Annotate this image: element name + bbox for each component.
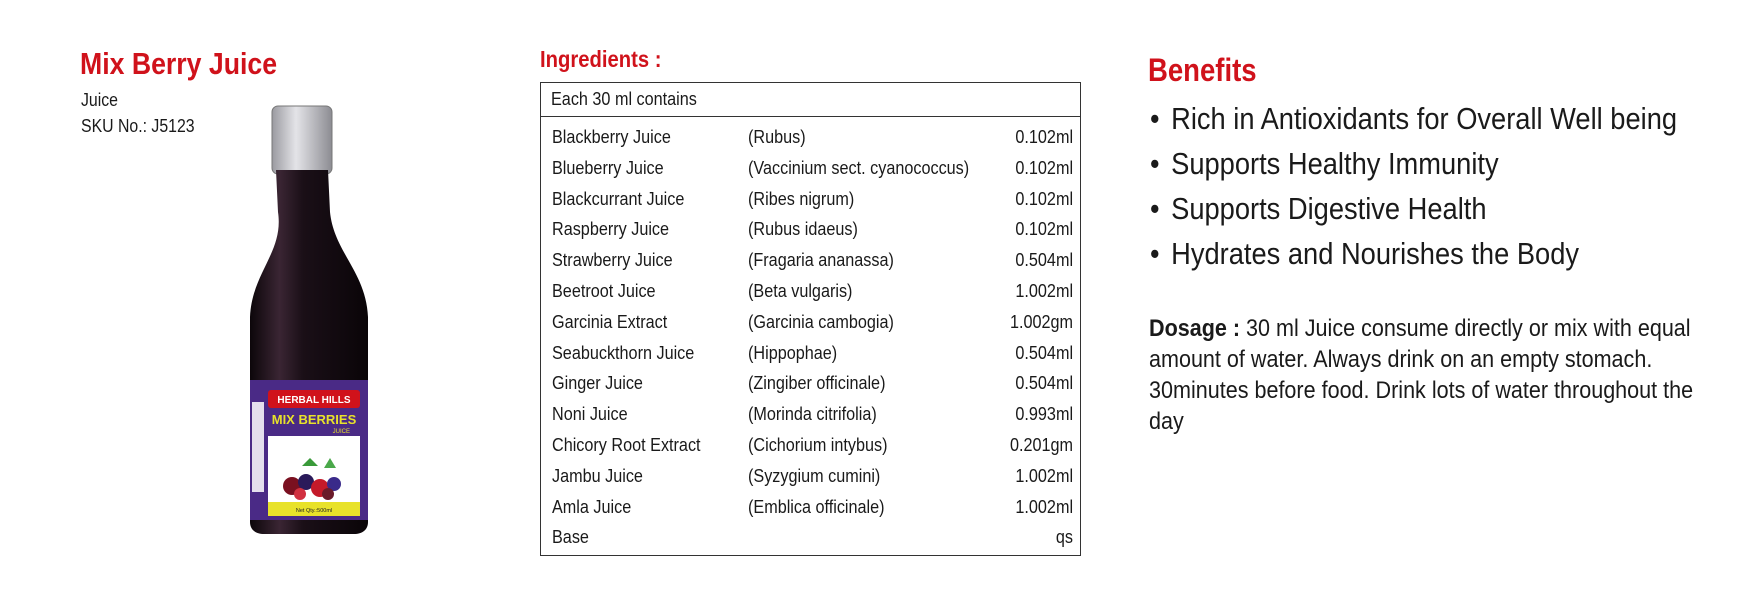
table-row (541, 399, 1080, 430)
table-row (541, 492, 1080, 523)
ingredient-qty: 0.504ml (1015, 250, 1073, 271)
dosage-paragraph (1149, 313, 1695, 437)
ingredient-name: Noni Juice (552, 404, 628, 425)
ingredients-heading: Ingredients : (540, 46, 662, 72)
table-row (541, 368, 1080, 399)
ingredient-latin: (Morinda citrifolia) (748, 404, 877, 425)
ingredient-qty: 1.002ml (1015, 465, 1073, 486)
ingredient-name: Blackcurrant Juice (552, 188, 685, 209)
label-name: MIX BERRIES (271, 412, 357, 427)
ingredients-rows (541, 117, 1080, 553)
benefit-text: Rich in Antioxidants for Overall Well being (1171, 101, 1678, 136)
ingredient-qty: 0.504ml (1015, 342, 1073, 363)
bottle-cap (272, 106, 332, 174)
ingredient-latin: (Fragaria ananassa) (748, 250, 894, 271)
table-row (541, 307, 1080, 338)
ingredient-name: Seabuckthorn Juice (552, 342, 695, 363)
ingredient-name: Strawberry Juice (552, 250, 673, 271)
ingredient-name: Raspberry Juice (552, 219, 670, 240)
ingredient-name: Base (552, 527, 589, 548)
ingredient-latin: (Cichorium intybus) (748, 434, 888, 455)
table-row (541, 461, 1080, 492)
table-row (541, 245, 1080, 276)
ingredient-qty: qs (1055, 527, 1073, 548)
benefits-heading: Benefits (1148, 52, 1257, 88)
table-row (541, 122, 1080, 153)
ingredient-qty: 0.102ml (1015, 157, 1073, 178)
bullet-icon: • (1150, 101, 1160, 136)
ingredient-latin: (Beta vulgaris) (748, 280, 853, 301)
product-title: Mix Berry Juice (80, 46, 278, 81)
product-category: Juice (81, 90, 118, 110)
table-row (541, 522, 1080, 553)
ingredient-latin: (Vaccinium sect. cyanococcus) (748, 157, 970, 178)
ingredient-latin: (Rubus idaeus) (748, 219, 858, 240)
label-net-qty: Net Qty.:500ml (295, 508, 333, 514)
list-item (1150, 96, 1677, 141)
ingredient-qty: 0.102ml (1015, 188, 1073, 209)
ingredient-qty: 0.201gm (1009, 434, 1073, 455)
ingredient-qty: 0.504ml (1015, 373, 1073, 394)
list-item (1150, 141, 1677, 186)
ingredient-name: Ginger Juice (552, 373, 643, 394)
table-row (541, 276, 1080, 307)
ingredient-latin: (Syzygium cumini) (748, 465, 881, 486)
ingredient-name: Blackberry Juice (552, 127, 671, 147)
label-sub: JUICE (332, 429, 350, 435)
list-item (1150, 231, 1677, 276)
ingredient-name: Blueberry Juice (552, 157, 664, 178)
ingredient-qty: 0.993ml (1015, 404, 1073, 425)
table-row (541, 153, 1080, 184)
ingredient-latin: (Ribes nigrum) (748, 188, 855, 209)
benefit-text: Supports Digestive Health (1171, 191, 1487, 226)
benefit-text: Hydrates and Nourishes the Body (1171, 236, 1580, 271)
ingredient-name: Beetroot Juice (552, 280, 656, 301)
ingredient-name: Garcinia Extract (552, 311, 668, 332)
ingredient-latin: (Garcinia cambogia) (748, 311, 894, 332)
dosage-label: Dosage : (1149, 315, 1241, 342)
bullet-icon: • (1150, 236, 1160, 271)
ingredient-qty: 0.102ml (1015, 219, 1073, 240)
bullet-icon: • (1150, 191, 1160, 226)
ingredients-intro: Each 30 ml contains (541, 83, 1080, 117)
benefits-list (1150, 96, 1749, 276)
table-row (541, 184, 1080, 215)
list-item (1150, 186, 1677, 231)
dosage-text: 30 ml Juice consume directly or mix with equal amount of water. Always drink on an empty stomach. 30minutes before food. Drink lots of water throughout the day (1149, 315, 1694, 435)
benefit-text: Supports Healthy Immunity (1171, 146, 1499, 181)
label-brand: HERBAL HILLS (277, 395, 351, 406)
ingredient-name: Chicory Root Extract (552, 434, 701, 455)
product-sku: SKU No.: J5123 (81, 116, 195, 136)
table-row (541, 214, 1080, 245)
ingredient-qty: 1.002ml (1015, 280, 1073, 301)
ingredient-name: Amla Juice (552, 496, 632, 517)
ingredient-qty: 1.002gm (1009, 311, 1073, 332)
ingredient-latin: (Hippophae) (748, 342, 838, 363)
ingredient-qty: 1.002ml (1015, 496, 1073, 517)
ingredient-latin: (Zingiber officinale) (748, 373, 886, 394)
ingredient-latin: (Rubus) (748, 127, 806, 147)
bullet-icon: • (1150, 146, 1160, 181)
table-row (541, 338, 1080, 369)
ingredients-table (540, 82, 1081, 556)
ingredient-qty: 0.102ml (1015, 127, 1073, 147)
table-row (541, 430, 1080, 461)
product-bottle-image (242, 102, 378, 536)
ingredient-name: Jambu Juice (552, 465, 643, 486)
ingredient-latin: (Emblica officinale) (748, 496, 885, 517)
